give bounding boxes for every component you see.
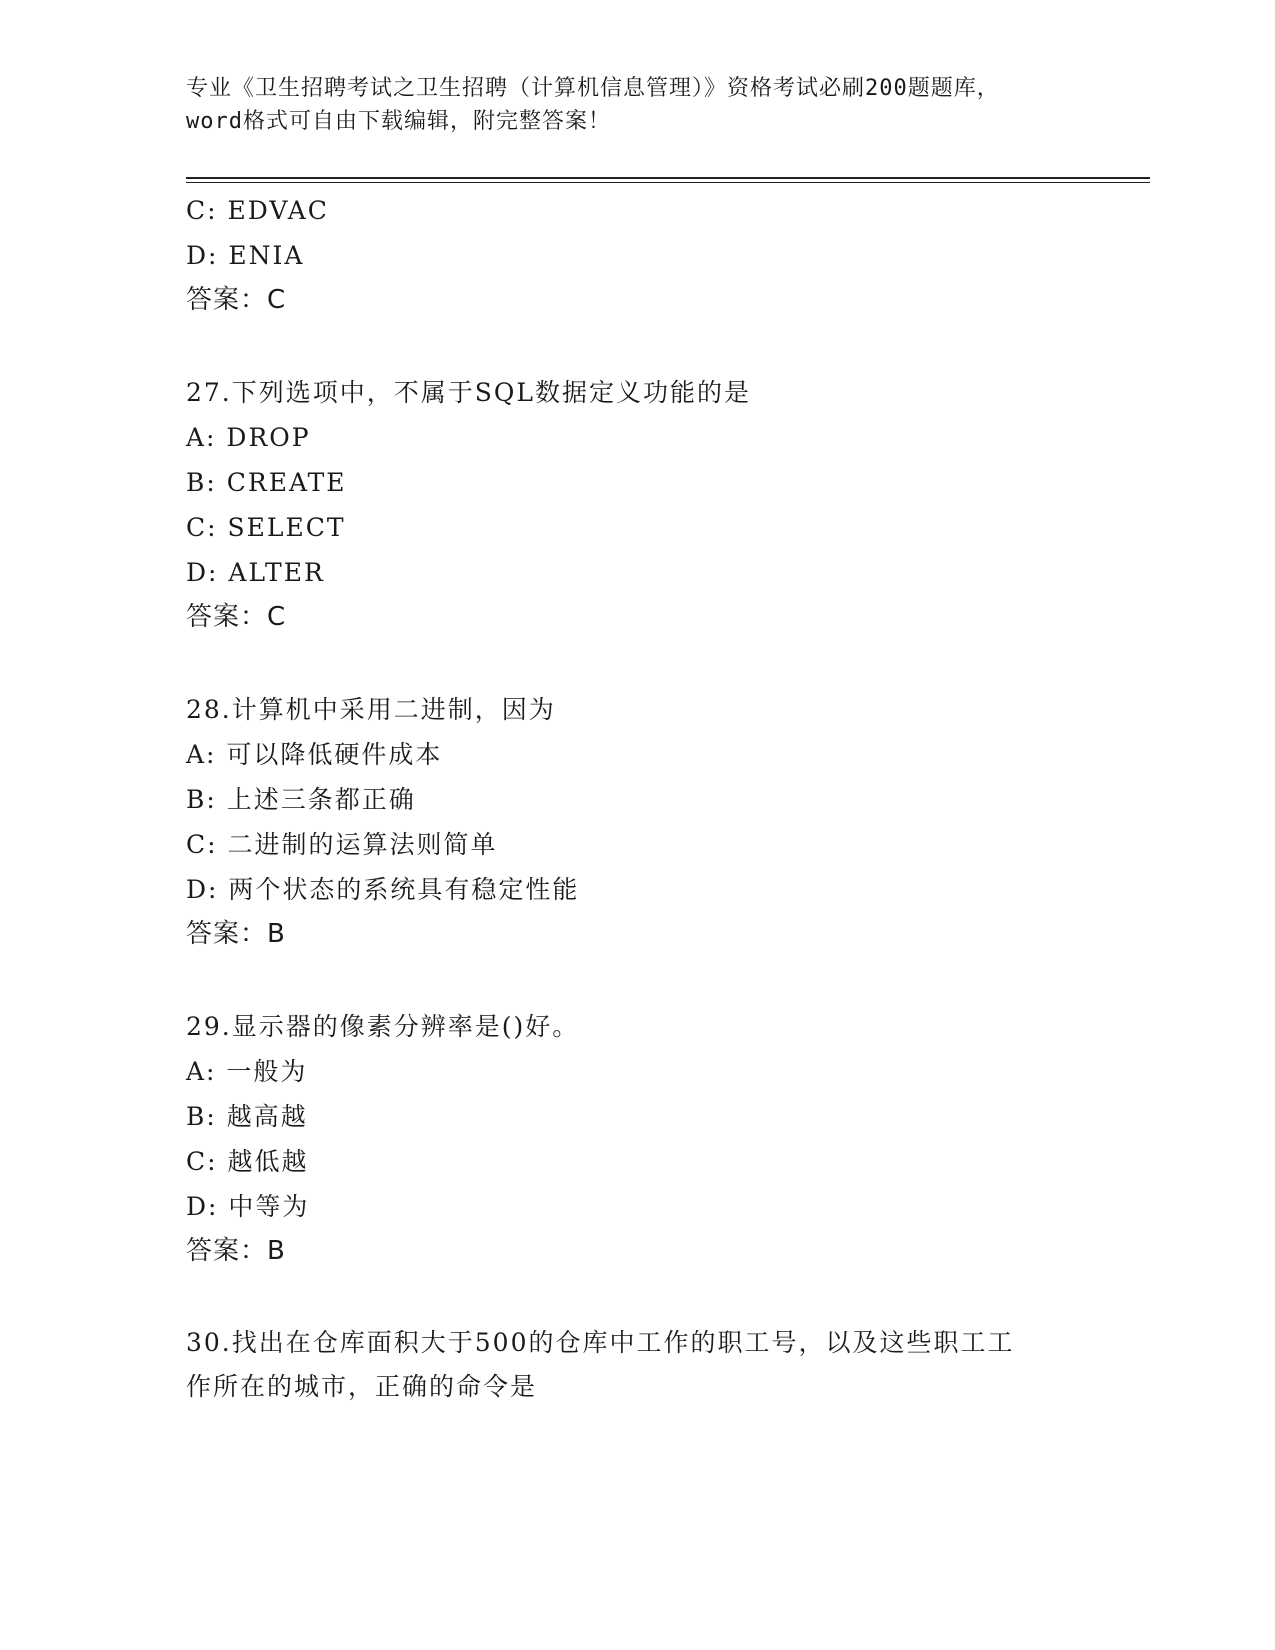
- option-d: D: 两个状态的系统具有稳定性能: [186, 875, 580, 904]
- question-text: 29.显示器的像素分辨率是()好。: [186, 1012, 580, 1041]
- question-27: [186, 370, 1086, 640]
- document-header: [186, 72, 1086, 138]
- option-d: D: ALTER: [186, 558, 325, 587]
- option-b: B: 上述三条都正确: [186, 785, 416, 814]
- option-c: C: EDVAC: [186, 196, 329, 225]
- question-text-line-2: 作所在的城市，正确的命令是: [186, 1372, 538, 1401]
- question-text: 27.下列选项中，不属于SQL数据定义功能的是: [186, 378, 751, 407]
- option-a: A: 可以降低硬件成本: [186, 740, 443, 769]
- option-d: D: 中等为: [186, 1192, 310, 1221]
- option-a: A: 一般为: [186, 1057, 308, 1086]
- question-26-partial: [186, 188, 1086, 323]
- question-29: [186, 1004, 1086, 1274]
- option-d: D: ENIA: [186, 241, 305, 270]
- answer-label: 答案：B: [186, 1236, 286, 1266]
- option-c: C: SELECT: [186, 513, 346, 542]
- option-b: B: CREATE: [186, 468, 347, 497]
- option-c: C: 越低越: [186, 1147, 309, 1176]
- header-divider: [186, 177, 1150, 183]
- option-a: A: DROP: [186, 423, 311, 452]
- question-30: [186, 1321, 1086, 1409]
- answer-label: 答案：C: [186, 285, 287, 315]
- question-text: 28.计算机中采用二进制，因为: [186, 695, 556, 724]
- answer-label: 答案：C: [186, 602, 287, 632]
- question-28: [186, 687, 1086, 957]
- option-b: B: 越高越: [186, 1102, 308, 1131]
- answer-label: 答案：B: [186, 919, 286, 949]
- question-text-line-1: 30.找出在仓库面积大于500的仓库中工作的职工号，以及这些职工工: [186, 1328, 1015, 1357]
- question-list: [186, 188, 1086, 1409]
- header-title-line-1: 专业《卫生招聘考试之卫生招聘（计算机信息管理）》资格考试必刷200题题库，: [186, 76, 1000, 101]
- option-c: C: 二进制的运算法则简单: [186, 830, 498, 859]
- header-title-line-2: word格式可自由下载编辑，附完整答案！: [186, 109, 611, 134]
